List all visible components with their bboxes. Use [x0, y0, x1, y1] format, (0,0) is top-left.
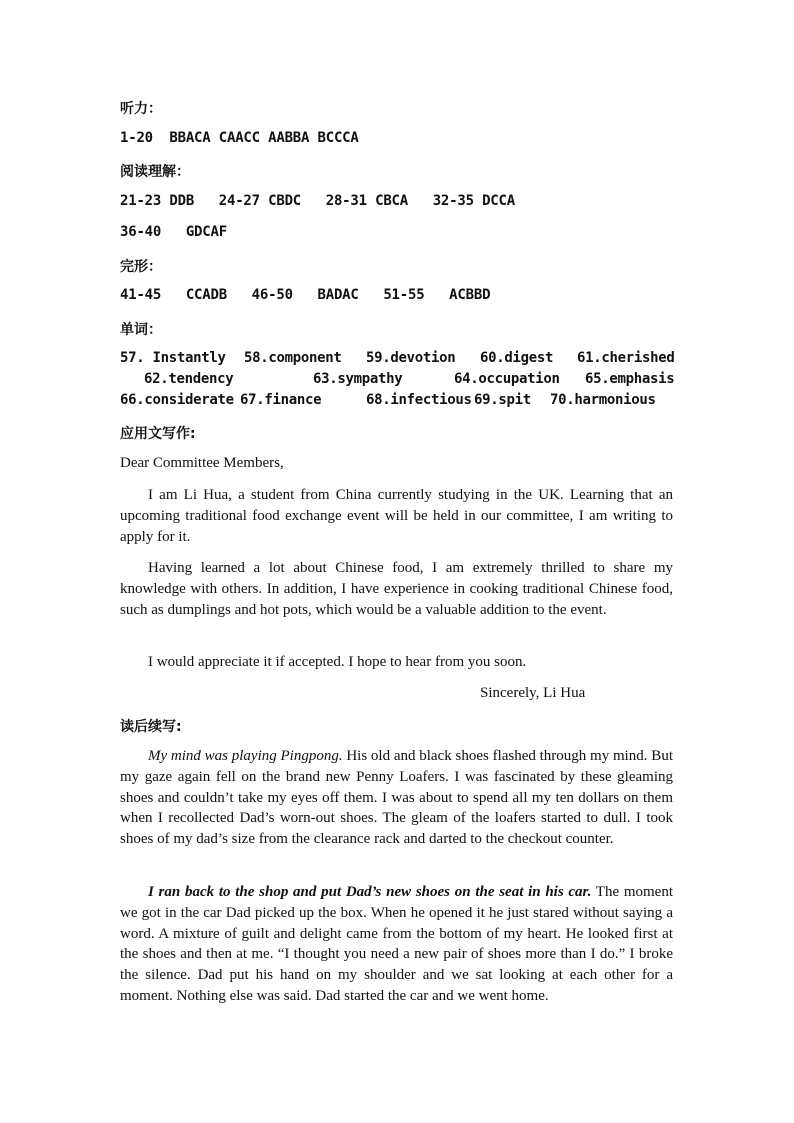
story-paragraph-1-lead: My mind was playing Pingpong.: [148, 748, 343, 764]
vocab-item: 67.finance: [240, 392, 322, 408]
vocab-item: 66.considerate: [120, 392, 234, 408]
story-paragraph-2: [120, 882, 673, 1007]
vocab-item: 64.occupation: [454, 371, 560, 387]
vocabulary-row-1: [120, 350, 680, 370]
listening-answers: 1-20 BBACA CAACC AABBA BCCCA: [120, 130, 359, 146]
story-paragraph-2-body: The moment we got in the car Dad picked up the box. When he opened it he just stared without saying a word. A mixture of guilt and delight came from the bottom of my heart. He looked first at the shoes and then at me. “I thought you need a new pair of shoes more than I do.” I broke the silence. Dad put his hand on my shoulder and we sat looking at each other for a moment. Nothing else was said. Dad started the car and we went home.: [120, 884, 673, 1004]
vocab-item: 60.digest: [480, 350, 554, 366]
story-paragraph-1: [120, 746, 673, 850]
vocab-item: 59.devotion: [366, 350, 456, 366]
vocab-item: 65.emphasis: [585, 371, 675, 387]
vocab-item: 63.sympathy: [313, 371, 403, 387]
letter-closing: Sincerely, Li Hua: [480, 685, 586, 701]
reading-heading: 阅读理解：: [120, 164, 190, 180]
vocabulary-heading: 单词：: [120, 322, 162, 338]
vocabulary-row-2: [120, 371, 680, 391]
vocabulary-row-3: [120, 392, 680, 412]
reading-answers-line-1: 21-23 DDB 24-27 CBDC 28-31 CBCA 32-35 DCCA: [120, 193, 515, 209]
vocab-item: 58.component: [244, 350, 342, 366]
listening-heading: 听力：: [120, 101, 162, 117]
vocab-item: 62.tendency: [144, 371, 234, 387]
vocab-item: 61.cherished: [577, 350, 675, 366]
letter-paragraph-3: I would appreciate it if accepted. I hope to hear from you soon.: [148, 654, 527, 670]
practical-writing-heading: 应用文写作:: [120, 426, 196, 442]
letter-paragraph-2: Having learned a lot about Chinese food, I am extremely thrilled to share my knowledge with others. In addition, I have experience in cooking traditional Chinese food, such as dumplings and hot pots, which would be a valuable addition to the event.: [120, 560, 673, 618]
reading-answers-line-2: 36-40 GDCAF: [120, 224, 227, 240]
vocab-item: 57. Instantly: [120, 350, 226, 366]
vocab-item: 69.spit: [474, 392, 531, 408]
letter-salutation: Dear Committee Members,: [120, 455, 284, 471]
vocab-item: 70.harmonious: [550, 392, 656, 408]
story-paragraph-1-body: His old and black shoes flashed through my mind. But my gaze again fell on the brand new Penny Loafers. I was fascinated by these gleaming shoes and couldn’t take my eyes off them. I was about to spend all my ten dollars on them when I recollected Dad’s worn-out shoes. The gleam of the loafers started to dull. I took shoes of my dad’s size from the clearance rack and darted to the checkout counter.: [120, 748, 673, 848]
vocab-item: 68.infectious: [366, 392, 472, 408]
cloze-answers: 41-45 CCADB 46-50 BADAC 51-55 ACBBD: [120, 287, 491, 303]
cloze-heading: 完形：: [120, 259, 162, 275]
story-paragraph-2-lead: I ran back to the shop and put Dad’s new shoes on the seat in his car.: [148, 884, 592, 900]
continuation-writing-heading: 读后续写:: [120, 719, 182, 735]
letter-paragraph-1: I am Li Hua, a student from China currently studying in the UK. Learning that an upcoming traditional food exchange event will be held in our committee, I am writing to apply for it.: [120, 487, 673, 545]
